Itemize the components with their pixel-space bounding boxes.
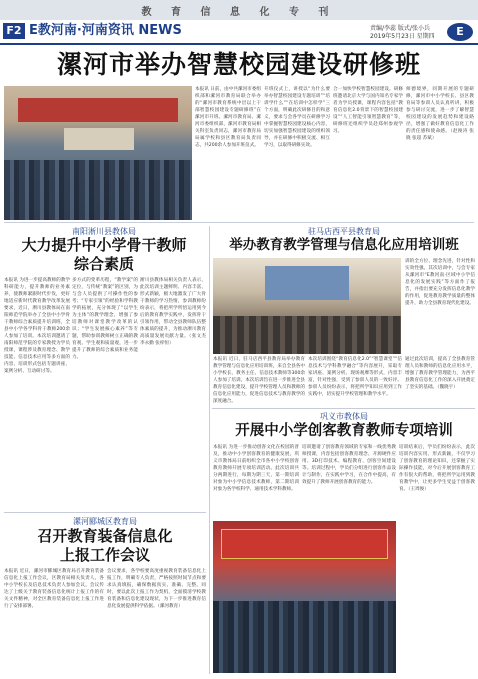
editor-info: 责编/李蕊 版式/张小兵 <box>370 25 430 32</box>
article-b-col4: 通过此次培训，提高了全县教育管理人员和教师的信息化应用水平，增强了教育教学管理能力，为西平县教育信息化工作的深入开展奠定了坚实的基础。（魏晓宇） <box>405 357 475 390</box>
masthead-rule <box>0 43 478 45</box>
crowd-shape <box>213 601 396 673</box>
article-a-title-1: 大力提升中小学骨干教师 <box>21 236 187 254</box>
article-b-photo <box>213 258 401 354</box>
section-title: E教河南·河南资讯 NEWS <box>29 23 182 38</box>
article-c-col1: 本报讯 为进一步推动创客文化在校园的普及，推动中小学创客教育的健康发展，巩义市教体局日前组织全市各中小学校创客教育教师开展专项培训活动。此次培训共分两期进行，每期为期三天，第一期培训对象为中小学信息技术教师，第二期培训对象为各学校科学、通用技术学科教师。 <box>213 445 299 492</box>
lead-col3: 合一加快学校智慧校园建设。研修班邀请北京大学与国内知名专家学者为学员授课，课程内容包括“教育信息化2.0背景下的智慧校园建设”“人工智能引领智慧教育”等，研修班还组织学员赴郑州参观学习。 <box>333 87 403 134</box>
date-info: 2019年5月23日 星期四 <box>370 33 435 40</box>
article-a-col2: 多方式的变革历程，“教学案”的定位，与传统“教案”的区别，为与会人员提供了可操作性的参考；“专家引领”的经验和学科教学的拓展，充分体现了“以学生为主体”的教学理念，增强了参培教师对课堂教学改革的认识；“学生发展核心素养”等专题，帮助参训教师树立正确的教育观、学生观和质量观，进一步提升了教师的综合素质和业务能力。 <box>72 278 138 360</box>
article-a-col1: 本报讯 为进一步提高教师的教学科研能力，提升教师的业务素养，使教师紧跟时代步伐，更好地适应新时代教育教学改革发展要求，近日，淅川县教体局在南阳师范学院举办了全县中小学骨干教师综合素质提升培训班，全县中小学各学科骨干教师200余人参加了培训。本次培训邀请了南阳师范学院的专家教授为学员授课，课程涉及教育理念、教学技能、信息技术应用等多方面的内容，培训形式包括专题讲座、案例分析、互动研讨等。 <box>4 278 70 374</box>
article-c-title: 开展中小学创客教育教师专项培训 <box>235 423 453 439</box>
stage-banner-shape <box>221 529 388 559</box>
lead-col1: 本报讯 日前，由中共漯河市委组织部和漯河市教育局联合举办的“漯河市教育系统中层以上干部智慧校园建设专题研修班”在漯河市开班。漯河市教育局、漯河市委组织部、漯河市教育局相关科室负责同志，漯河市教育局局属学校和县区教育局负责同志，共200余人参加开班仪式。 <box>195 87 261 148</box>
audience-shape <box>4 160 192 220</box>
article-c-kicker: 巩义市教体局 <box>320 412 368 421</box>
article-d-col2: 会议要求，各学校要高度重视教育装备信息化上报工作，明确专人负责，严格按照时间节点和要求认真填报，确保数据真实、准确、完整。同时，要以此次上报工作为契机，全面摸清学校教育装备和信息化建设现状，为下一步推进教育信息化发展提供科学依据。（漯河教育） <box>107 569 206 609</box>
masthead <box>0 0 478 46</box>
article-b-col3: 训的全方位、理念先进，针对性和实效性强。其次培训中，与会专家从漯河市“E教河南·区域中小学信息化的发展实践”等方面作了报告，并指出要充分发挥信息化教学的作用，促进教育教学质量的整体提升，助力全县教育现代化建设。 <box>405 259 475 306</box>
slogan-bar <box>0 0 478 20</box>
divider-3 <box>4 512 206 513</box>
article-a-title-2: 综合素质 <box>73 255 134 273</box>
article-c-col3: 培训结束后，学员们纷纷表示，此次培训内容实用、形式新颖，不仅学习了创客教育的理论知识，还掌握了实际操作技能，对今后开展创客教育工作有很大的帮助，将把所学运用到教育教学中，让更多学生受益于创客教育。（王周俊） <box>399 445 475 492</box>
article-b-title: 举办教育教学管理与信息化应用培训班 <box>229 237 459 253</box>
screen-shape <box>265 266 349 300</box>
article-c-photo <box>213 521 396 673</box>
article-a-kicker: 南阳淅川县教体局 <box>72 227 136 236</box>
article-b-col1: 本报讯 近日，驻马店西平县教育局举办教育教学管理与信息化应用培训班，来自全县各中小学校长、教务主任、信息技术教师等300余人参加了培训。本次培训旨在进一步推进全县教育信息化建设，提升学校管理人员和教师的信息化应用能力，促进信息技术与教育教学的深度融合。 <box>213 357 305 404</box>
seats-shape <box>213 316 401 354</box>
article-d-col1: 本报讯 近日，漯河市郾城区教育局召开教育装备信息化上报工作会议，区教育局相关负责人、各中小学校长及信息技术负责人参加会议。会议传达了上级关于教育装备信息化统计上报工作的有关文件精神，对全区教育装备信息化上报工作进行了安排部署。 <box>4 569 104 609</box>
article-b-kicker: 驻马店西平县教育局 <box>308 227 380 236</box>
lead-photo <box>4 86 192 220</box>
article-c-col2: 培训邀请了创客教育领域的专家和一线优秀教师授课，内容包括创客教育理念、开源硬件应用、3D打印技术、编程教育、创客空间建设等。培训过程中，学员们分组进行创客作品设计与制作，在实践中学习，在合作中提高，有效提升了教师开展创客教育的能力。 <box>302 445 396 485</box>
article-d-kicker: 漯河郾城区教育局 <box>73 517 137 526</box>
article-a-col3: 淅川县教体局相关负责人表示，此次培训主题鲜明、内容丰富、形式新颖，极大地激发了广大骨干教师的学习热情，参训教师纷纷表示，将把所学所悟运用到今后的教育教学实践中，发挥骨干引领作用，带动全县教师队伍整体素质的提升，为推动淅川教育高质量发展贡献力量。（张文杰 李永勤 张梓恒） <box>140 278 206 346</box>
article-d-title-2: 上报工作会议 <box>59 546 150 564</box>
article-d-title-1: 召开教育装备信息化 <box>37 527 173 545</box>
slogan-text: 教 育 信 息 化 专 刊 <box>141 7 337 18</box>
page-code: F2 <box>3 23 25 39</box>
lead-col4: 师德境界，同期开展的专题研修，漯河市中小学校长、县区教育局等参训人员认真听讲，积极参与研讨交流，进一步了解智慧校园建设的发展趋势和建设路径，增强了做好教育信息化工作的责任感和使命感。（赵俊涛 张晓 张超 苏斌） <box>406 87 474 141</box>
e-logo-icon: E <box>447 23 473 41</box>
vertical-divider <box>209 226 210 674</box>
lead-col2: 开班仪式上，讲授以“为什么要举办智慧校园建设专题培训”“培训学什么”“在培训中怎样学”三个方面，明确此次研修目的和意义，要求与会各学员在研修学习中掌握智慧校园建设核心内容，切实加强智慧校园建设的组织领导，并在研修中积极交流、相互学习，以取得研修实效。 <box>264 87 330 148</box>
article-b-col2: 本次培训围绕“教育信息化2.0”“智慧课堂”“信息技术与学科教学融合”等内容展开，采取专家讲座、案例分析、现场观摩等形式，内容丰富，针对性强，受到了参训人员的一致好评。参训人员纷纷表示，将把所学知识应用到工作实践中，切实提升学校管理和教学水平。 <box>308 357 402 397</box>
banner-shape <box>18 98 178 122</box>
stage-shape <box>64 128 134 150</box>
divider-1 <box>4 222 474 223</box>
divider-2 <box>212 408 475 409</box>
lead-headline: 漯河市举办智慧校园建设研修班 <box>56 50 421 79</box>
